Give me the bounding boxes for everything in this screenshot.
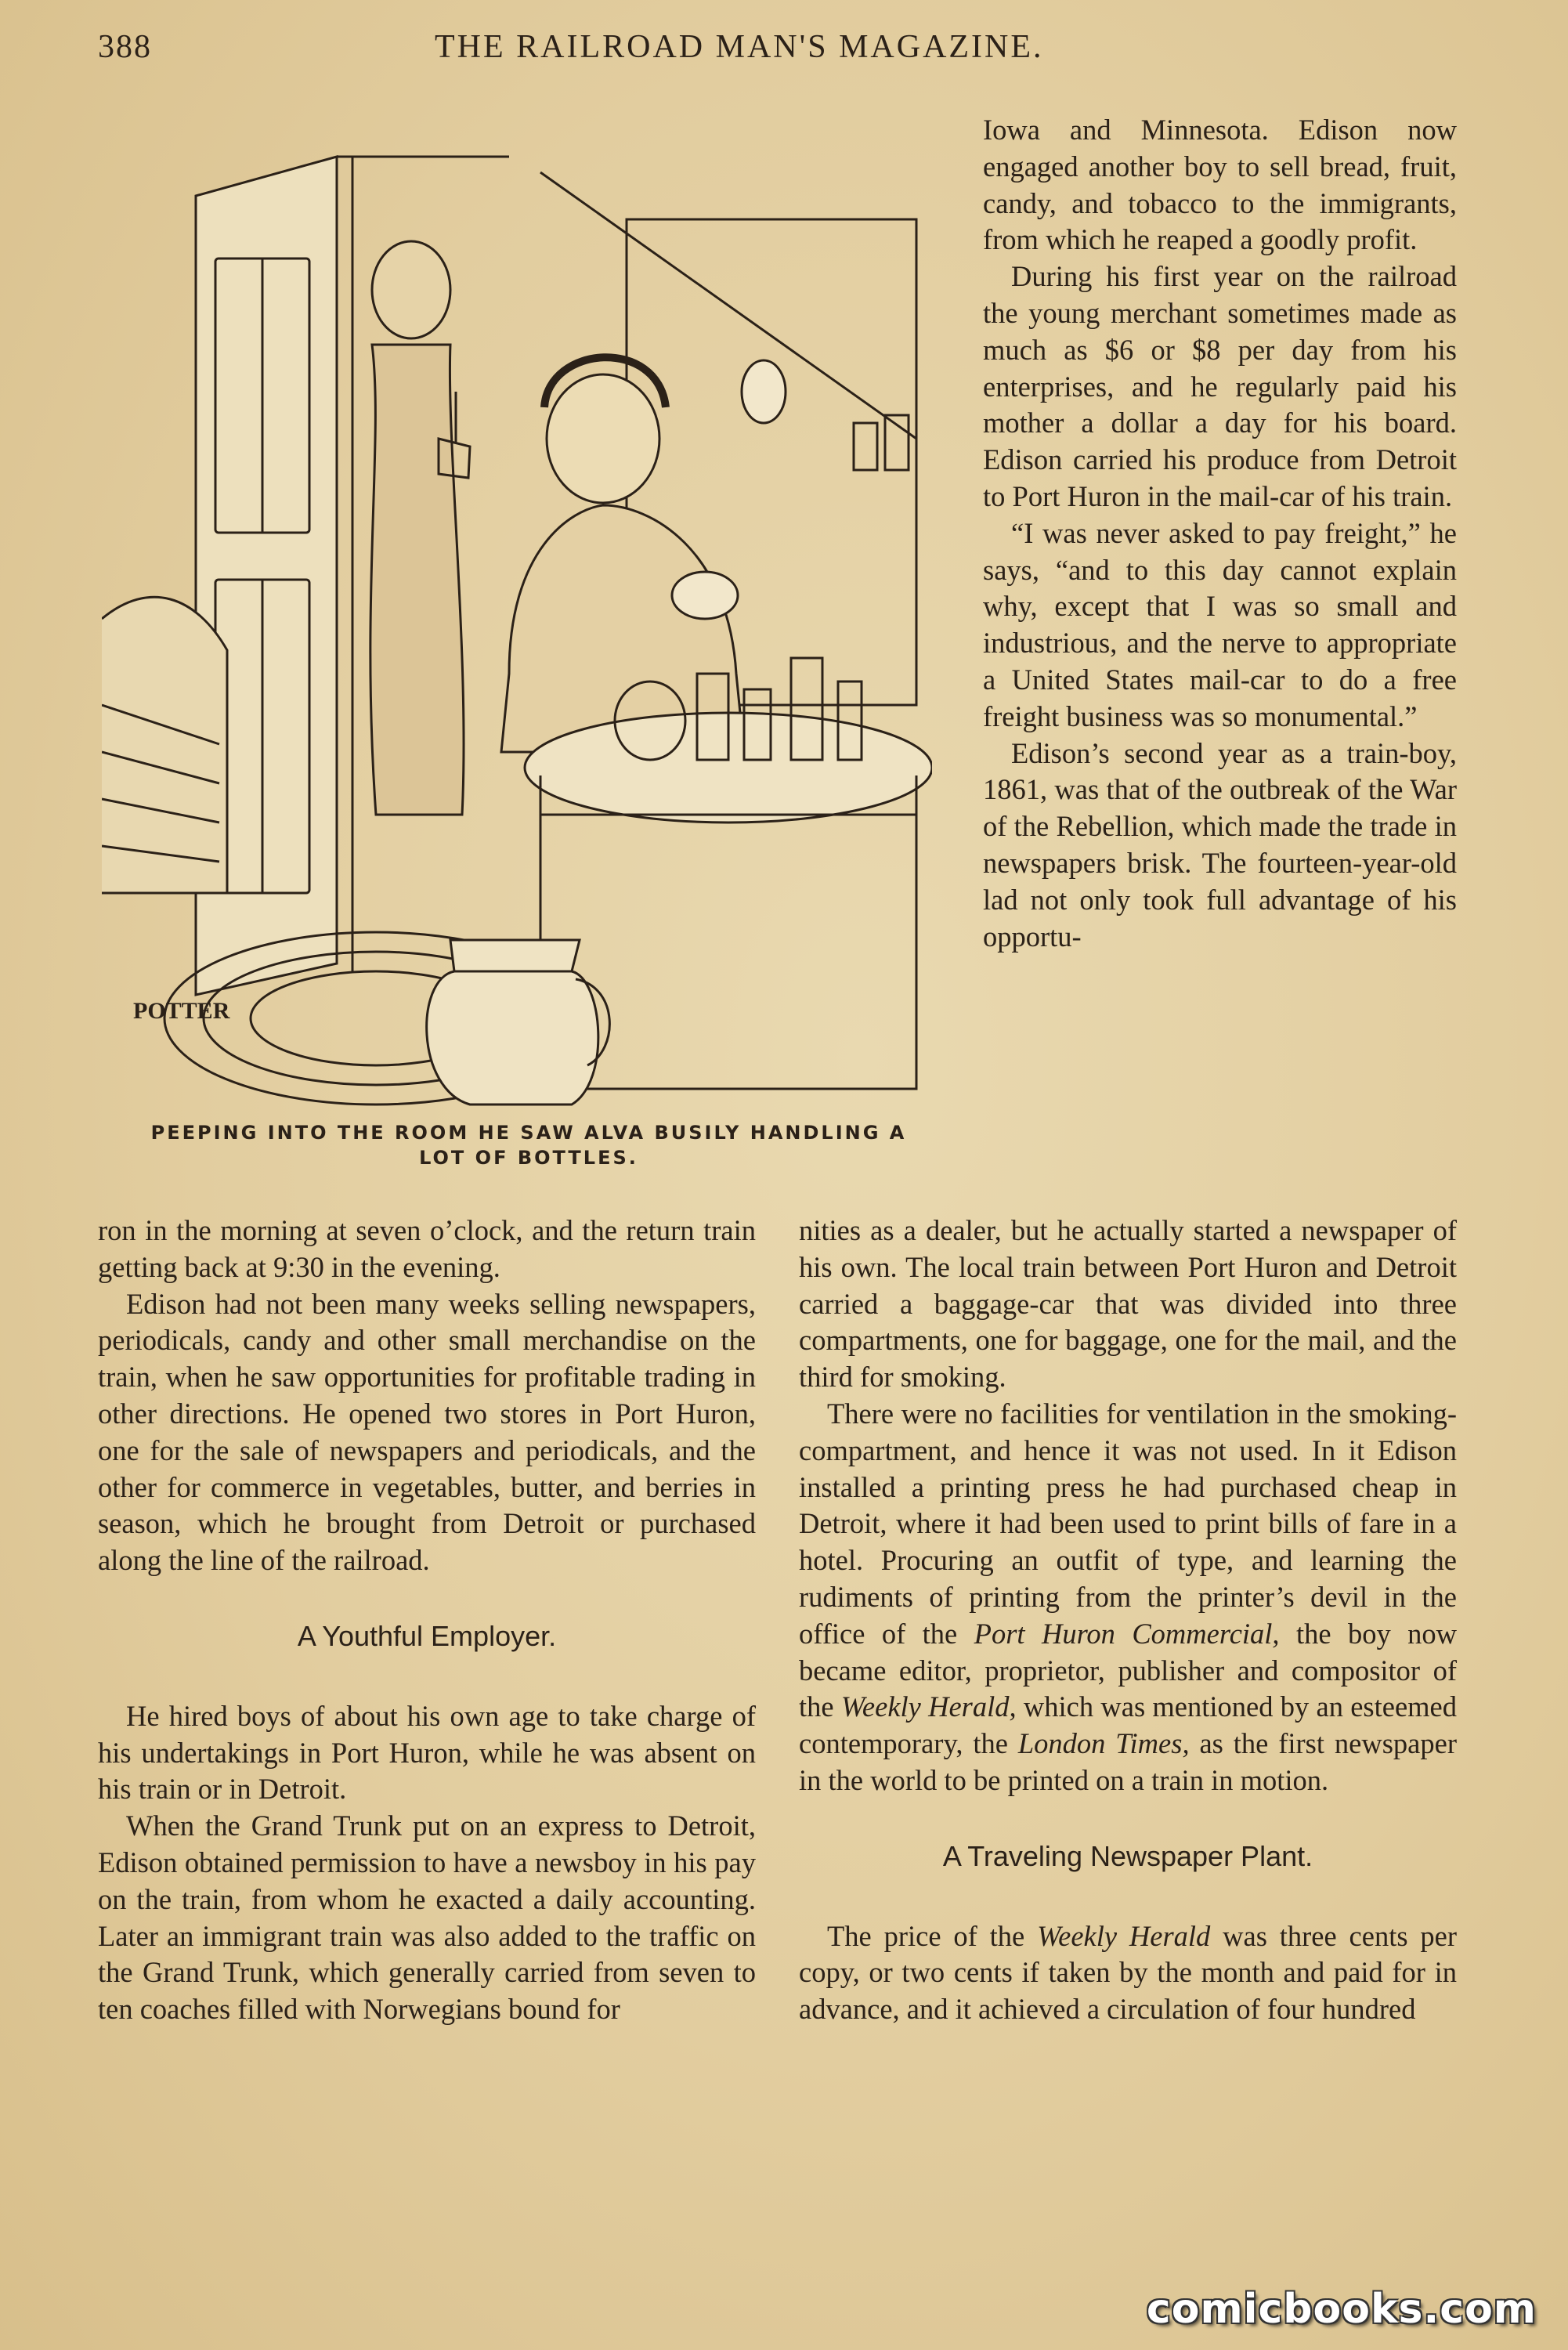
section-heading: A Youthful Employer. — [297, 1619, 557, 1652]
text-run: The price of the — [827, 1919, 1038, 1952]
paragraph: ron in the morning at seven o’clock, and the return train getting back at 9:30 in the evening. — [98, 1214, 756, 1283]
caption-line-2: LOT OF BOTTLES. — [419, 1147, 638, 1169]
publication-title: Weekly Herald, — [840, 1690, 1017, 1723]
page-header — [98, 28, 1465, 75]
text-run: was three cents per copy, or two cents if taken by the month and paid for in advance, and it achieved a circulation of four hundred — [799, 1919, 1457, 2026]
paragraph: When the Grand Trunk put on an express to Detroit, Edison obtained permission to have a newsboy in his pay on the train, from whom he exacted a daily accounting. Later an immigrant train was also added to the traffic on the Grand Trunk, which generally carried from seven to ten coaches filled with Norwegians bound for — [98, 1810, 756, 2026]
text-run: the boy now became editor, proprietor, publisher and compositor of the — [799, 1617, 1457, 1723]
paragraph — [799, 1918, 1457, 2028]
paragraph: Iowa and Minnesota. Edison now engaged another boy to sell bread, fruit, candy, and tobacco to the immigrants, from which he reaped a goodly profit. — [983, 114, 1457, 256]
watermark: comicbooks.com — [1146, 2286, 1537, 2333]
paragraph: He hired boys of about his own age to take charge of his undertakings in Port Huron, while he was absent on his train or in Detroit. — [98, 1699, 756, 1806]
section-heading: A Traveling Newspaper Plant. — [942, 1839, 1313, 1872]
illustration — [102, 110, 932, 1112]
paragraph: nities as a dealer, but he actually started a newspaper of his own. The local train between Port Huron and Detroit carried a baggage-car that was divided into three compartments, one for baggage, one for the mail, and the third for smoking. — [799, 1214, 1457, 1394]
paragraph: Edison had not been many weeks selling newspapers, periodicals, candy and other small merchandise on the train, when he saw opportunities for profitable trading in other directions. He opened two stores in Port Huron, one for the sale of newspapers and periodicals, and the other for commerce in vegetables, butter, and berries in season, which he brought from Detroit or purchased along the line of the railroad. — [98, 1287, 756, 1577]
magazine-title: THE RAILROAD MAN'S MAGAZINE. — [435, 29, 1044, 65]
illustration-drawing — [102, 110, 932, 1112]
caption-line-1: PEEPING INTO THE ROOM HE SAW ALVA BUSILY HANDLING A — [150, 1122, 907, 1144]
paragraph — [799, 1396, 1457, 1799]
publication-title: Weekly Herald — [1037, 1919, 1211, 1952]
publication-title: Port Huron Commercial, — [974, 1617, 1280, 1650]
paragraph: Edison’s second year as a train-boy, 1861, was that of the outbreak of the War of the Rebellion, which made the trade in newspapers brisk. The fourteen-year-old lad not only took full advantage of his opportu- — [983, 736, 1457, 953]
text-run: There were no facilities for ventilation in the smoking-compartment, and hence it was not used. In it Edison installed a printing press he had purchased cheap in Detroit, where it had been used to print bills of fare in a hotel. Procuring an outfit of type, and learning the rudiments of printing from the printer’s devil in the office of the — [799, 1397, 1457, 1650]
text-run: which was mentioned by an esteemed contemporary, the — [799, 1690, 1458, 1760]
illustration-caption — [117, 1120, 940, 1170]
column-left-bottom — [98, 1213, 756, 2028]
text-run: as the first newspaper in the world to be printed on a train in motion. — [799, 1727, 1457, 1796]
page-number: 388 — [98, 29, 152, 65]
paragraph: “I was never asked to pay freight,” he says, “and to this day cannot explain why, except that I was so small and industrious, and the nerve to appropriate a United States mail-car to do a free freight business was so monumental.” — [983, 516, 1457, 732]
column-right-top — [983, 112, 1457, 955]
column-right-bottom — [799, 1213, 1457, 2028]
paragraph: During his first year on the railroad the young merchant sometimes made as much as $6 or $8 per day from his enterprises, and he regularly paid his mother a dollar a day for his board. Edison carried his produce from Detroit to Port Huron in the mail-car of his train. — [983, 260, 1457, 512]
illustrator-signature: POTTER — [133, 998, 230, 1024]
publication-title: London Times, — [1017, 1727, 1190, 1760]
